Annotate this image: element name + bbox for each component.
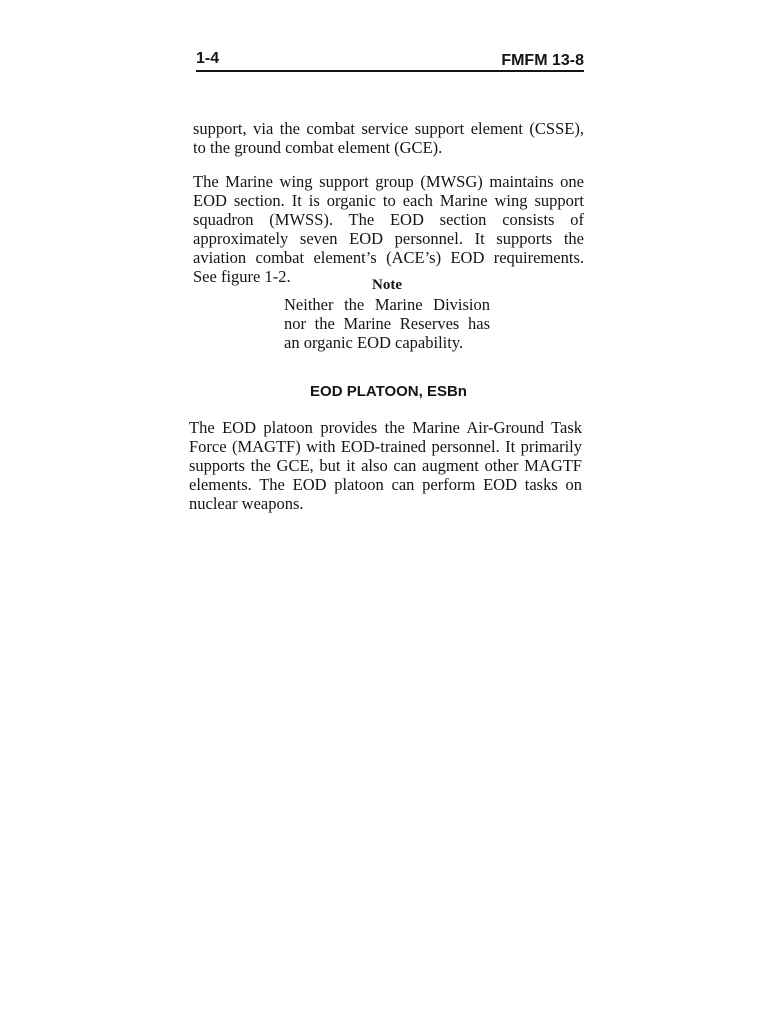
note-title: Note bbox=[372, 277, 402, 293]
note-text: Neither the Marine Division nor the Marine Reserves has an organic EOD capability. bbox=[284, 295, 490, 352]
paragraph-eod-platoon: The EOD platoon provides the Marine Air-Ground Task Force (MAGTF) with EOD-trained personnel. It primarily supports the GCE, but it also can augment other MAGTF elements. The EOD platoon can perform EOD tasks on nuclear weapons. bbox=[189, 418, 582, 513]
document-id: FMFM 13-8 bbox=[501, 52, 584, 69]
page-number: 1-4 bbox=[196, 50, 220, 67]
section-heading: EOD PLATOON, ESBn bbox=[310, 383, 467, 400]
paragraph-csse: support, via the combat service support element (CSSE), to the ground combat element (GCE). bbox=[193, 119, 584, 157]
paragraph-mwsg: The Marine wing support group (MWSG) maintains one EOD section. It is organic to each Marine wing support squadron (MWSS). The EOD section consists of approximately seven EOD personnel. It supports the aviation combat element’s (ACE’s) EOD requirements. See figure 1-2. bbox=[193, 172, 584, 286]
header-rule bbox=[196, 70, 584, 72]
